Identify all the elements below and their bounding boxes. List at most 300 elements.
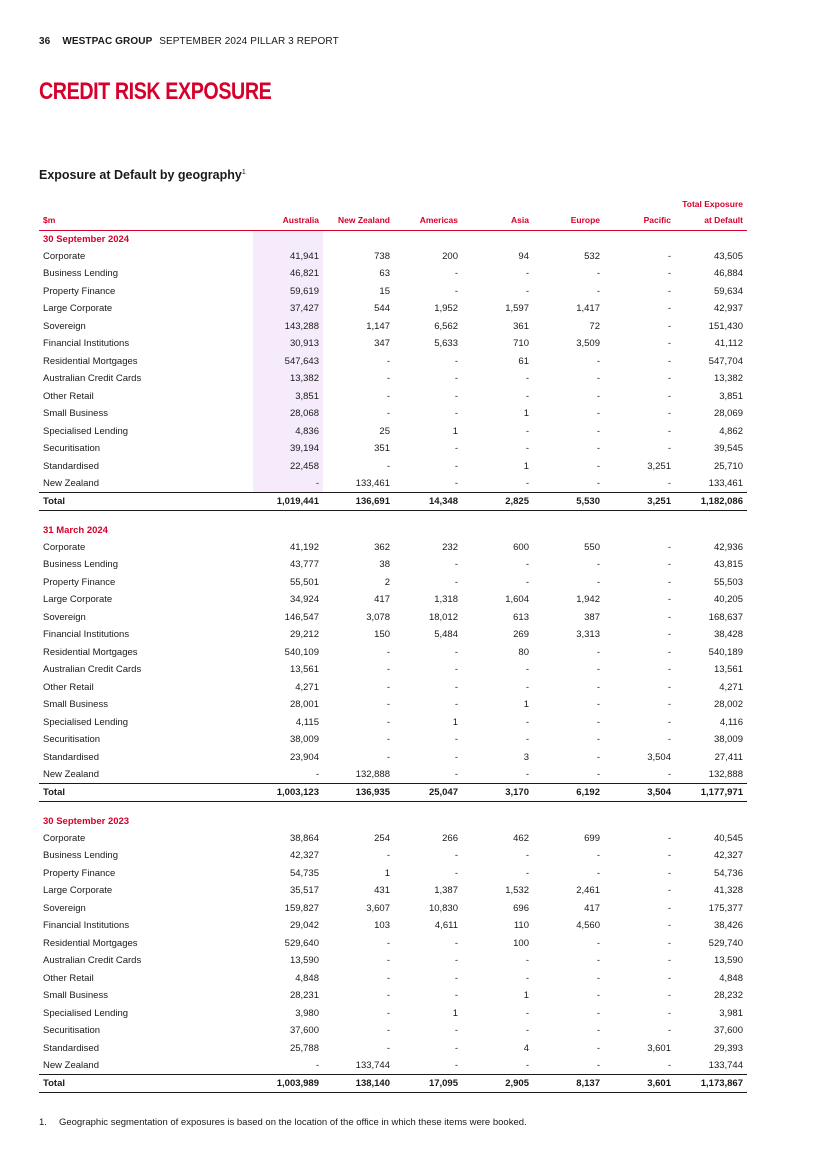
table-cell: - <box>454 373 458 385</box>
total-cell: 8,137 <box>533 1075 604 1093</box>
table-section <box>39 231 747 511</box>
table-cell: - <box>667 250 671 262</box>
table-cell: 13,561 <box>713 664 743 676</box>
total-cell: 25,047 <box>394 784 462 802</box>
table-cell: - <box>596 443 600 455</box>
table-row <box>39 265 747 283</box>
table-cell: 4,611 <box>434 920 458 932</box>
table-row <box>39 318 747 336</box>
table-cell: 431 <box>374 885 390 897</box>
table-cell: - <box>596 937 600 949</box>
table-cell: 417 <box>374 594 390 606</box>
table-row <box>39 1005 747 1023</box>
table-cell: 13,382 <box>713 373 743 385</box>
table-cell: 54,735 <box>289 867 319 879</box>
row-label: Corporate <box>43 541 86 553</box>
table-cell: - <box>525 559 529 571</box>
table-cell: 37,600 <box>289 1025 319 1037</box>
table-cell: 1 <box>523 990 529 1002</box>
table-section <box>39 511 747 802</box>
table-cell: - <box>253 475 323 493</box>
table-cell: - <box>525 268 529 280</box>
table-cell: 3,851 <box>719 390 743 402</box>
table-row <box>39 1040 747 1058</box>
row-label: Small Business <box>43 699 108 711</box>
table-cell: 40,545 <box>713 832 743 844</box>
table-cell: 38,009 <box>289 734 319 746</box>
table-cell: - <box>525 443 529 455</box>
table-cell: - <box>525 576 529 588</box>
table-cell: - <box>454 1060 458 1071</box>
table-cell: 699 <box>584 832 600 844</box>
table-cell: 1,147 <box>366 320 390 332</box>
table-cell: 1 <box>523 460 529 472</box>
table-cell: 28,232 <box>713 990 743 1002</box>
table-cell: - <box>667 443 671 455</box>
table-row <box>39 370 747 388</box>
table-cell: 55,503 <box>713 576 743 588</box>
table-cell: 42,936 <box>713 541 743 553</box>
table-cell: - <box>667 594 671 606</box>
section-heading-row <box>39 813 747 830</box>
table-cell: - <box>667 408 671 420</box>
table-cell: 100 <box>513 937 529 949</box>
table-cell: 547,643 <box>253 353 323 371</box>
table-row <box>39 749 747 767</box>
table-cell: 41,941 <box>253 248 323 266</box>
table-row <box>39 300 747 318</box>
row-label: Securitisation <box>43 443 101 455</box>
total-label: Total <box>39 784 253 802</box>
page-number: 36 <box>39 36 51 47</box>
table-cell: 133,744 <box>708 1060 743 1071</box>
table-cell: - <box>454 478 458 489</box>
table-cell: - <box>596 1025 600 1037</box>
table-cell: - <box>454 285 458 297</box>
table-cell: - <box>667 268 671 280</box>
table-cell: 4,836 <box>253 423 323 441</box>
total-cell: 2,825 <box>462 493 533 511</box>
table-cell: 146,547 <box>284 611 319 623</box>
total-cell: 1,173,867 <box>675 1075 747 1093</box>
table-cell: - <box>596 1007 600 1019</box>
table-cell: - <box>386 751 390 763</box>
table-cell: 43,815 <box>713 559 743 571</box>
table-cell: - <box>386 990 390 1002</box>
row-label: Australian Credit Cards <box>43 664 142 676</box>
table-cell: 4,848 <box>295 972 319 984</box>
table-cell: 1,417 <box>576 303 600 315</box>
row-label: Residential Mortgages <box>43 355 138 367</box>
table-cell: - <box>667 937 671 949</box>
table-cell: 1,318 <box>434 594 458 606</box>
table-cell: - <box>667 559 671 571</box>
table-row <box>39 405 747 423</box>
total-cell: 1,019,441 <box>253 493 323 511</box>
total-label: Total <box>39 1075 253 1093</box>
table-cell: - <box>525 850 529 862</box>
table-cell: - <box>525 955 529 967</box>
table-cell: 3,078 <box>366 611 390 623</box>
page-header <box>39 36 339 47</box>
table-row <box>39 335 747 353</box>
table-cell: 143,288 <box>253 318 323 336</box>
row-label: Sovereign <box>43 320 86 332</box>
table-cell: - <box>596 460 600 472</box>
table-row <box>39 1057 747 1075</box>
table-row <box>39 830 747 848</box>
row-label: Business Lending <box>43 850 118 862</box>
table-cell: - <box>454 937 458 949</box>
table-row <box>39 440 747 458</box>
row-label: Large Corporate <box>43 303 113 315</box>
table-cell: - <box>596 285 600 297</box>
table-row <box>39 591 747 609</box>
table-cell: 232 <box>442 541 458 553</box>
brand-name: WESTPAC GROUP <box>62 36 153 47</box>
table-cell: - <box>596 751 600 763</box>
table-cell: 38,864 <box>289 832 319 844</box>
table-cell: 1,597 <box>505 303 529 315</box>
table-cell: - <box>386 390 390 402</box>
table-cell: 28,069 <box>713 408 743 420</box>
table-cell: - <box>596 390 600 402</box>
table-cell: 540,189 <box>708 646 743 658</box>
total-cell: 5,530 <box>533 493 604 511</box>
row-label: New Zealand <box>43 1060 99 1071</box>
ead-by-geography-table <box>39 198 747 1093</box>
table-cell: 175,377 <box>708 902 743 914</box>
table-cell: - <box>667 885 671 897</box>
table-cell: - <box>386 1007 390 1019</box>
table-cell: - <box>596 681 600 693</box>
table-cell: - <box>386 716 390 728</box>
table-cell: 13,590 <box>289 955 319 967</box>
table-cell: - <box>667 576 671 588</box>
total-row <box>39 1075 747 1093</box>
table-cell: 10,830 <box>428 902 458 914</box>
table-cell: - <box>454 408 458 420</box>
col-header-asia: Asia <box>462 214 533 231</box>
table-cell: - <box>454 1042 458 1054</box>
table-cell: 361 <box>513 320 529 332</box>
table-cell: - <box>667 902 671 914</box>
table-cell: 28,231 <box>289 990 319 1002</box>
table-cell: - <box>596 1042 600 1054</box>
table-cell: - <box>596 478 600 489</box>
table-cell: - <box>667 850 671 862</box>
table-cell: 25 <box>379 425 390 437</box>
table-row <box>39 609 747 627</box>
table-cell: - <box>667 285 671 297</box>
table-cell: 168,637 <box>708 611 743 623</box>
table-cell: - <box>596 1060 600 1071</box>
total-cell: 17,095 <box>394 1075 462 1093</box>
report-name: SEPTEMBER 2024 PILLAR 3 REPORT <box>159 36 339 47</box>
table-cell: - <box>386 699 390 711</box>
table-cell: - <box>667 425 671 437</box>
table-row <box>39 952 747 970</box>
table-row <box>39 847 747 865</box>
table-cell: - <box>596 646 600 658</box>
table-cell: - <box>596 850 600 862</box>
table-cell: 351 <box>374 443 390 455</box>
section-heading: 31 March 2024 <box>43 524 108 536</box>
table-cell: 28,002 <box>713 699 743 711</box>
table-cell: - <box>386 664 390 676</box>
table-cell: 133,744 <box>355 1060 390 1071</box>
table-cell: 46,821 <box>253 265 323 283</box>
table-cell: 37,600 <box>713 1025 743 1037</box>
section-heading-row <box>39 231 747 248</box>
table-row <box>39 900 747 918</box>
table-cell: 41,328 <box>713 885 743 897</box>
table-cell: - <box>667 832 671 844</box>
table-cell: - <box>596 408 600 420</box>
table-cell: 132,888 <box>355 769 390 780</box>
table-cell: - <box>454 443 458 455</box>
table-cell: 37,427 <box>253 300 323 318</box>
table-row <box>39 987 747 1005</box>
table-cell: - <box>386 1025 390 1037</box>
table-cell: 4 <box>523 1042 529 1054</box>
table-cell: - <box>667 664 671 676</box>
table-cell: - <box>315 769 319 780</box>
table-cell: - <box>454 769 458 780</box>
table-cell: - <box>667 699 671 711</box>
table-cell: - <box>596 355 600 367</box>
table-cell: - <box>667 681 671 693</box>
row-label: Residential Mortgages <box>43 646 138 658</box>
table-cell: 27,411 <box>714 751 743 763</box>
table-cell: - <box>525 664 529 676</box>
row-label: Other Retail <box>43 972 94 984</box>
table-cell: 38,426 <box>713 920 743 932</box>
table-cell: 529,640 <box>284 937 319 949</box>
table-cell: 3,313 <box>576 629 600 641</box>
table-row <box>39 1022 747 1040</box>
table-row <box>39 970 747 988</box>
col-header-total-line1: Total Exposure <box>682 199 743 209</box>
table-cell: 1 <box>523 699 529 711</box>
table-cell: - <box>454 867 458 879</box>
table-cell: - <box>596 955 600 967</box>
table-cell: 4,560 <box>576 920 600 932</box>
table-cell: - <box>454 646 458 658</box>
table-cell: 1 <box>452 425 458 437</box>
table-cell: - <box>667 920 671 932</box>
table-cell: 3,509 <box>576 338 600 350</box>
table-cell: - <box>525 1007 529 1019</box>
table-cell: 110 <box>513 920 529 932</box>
row-label: Financial Institutions <box>43 338 130 350</box>
table-cell: 55,501 <box>289 576 319 588</box>
table-cell: - <box>525 734 529 746</box>
table-cell: - <box>454 460 458 472</box>
table-cell: 1 <box>523 408 529 420</box>
table-cell: 738 <box>374 250 390 262</box>
table-cell: - <box>667 769 671 780</box>
table-cell: - <box>525 716 529 728</box>
row-label: Standardised <box>43 751 99 763</box>
table-cell: 80 <box>518 646 529 658</box>
col-header-total-line2: at Default <box>675 214 747 231</box>
table-cell: - <box>525 972 529 984</box>
table-cell: 132,888 <box>708 769 743 780</box>
row-label: Business Lending <box>43 559 118 571</box>
table-cell: 532 <box>584 250 600 262</box>
table-cell: 1 <box>384 867 390 879</box>
section-heading: 30 September 2023 <box>43 815 130 827</box>
table-cell: - <box>386 460 390 472</box>
table-row <box>39 539 747 557</box>
row-label: Specialised Lending <box>43 716 129 728</box>
table-cell: - <box>667 629 671 641</box>
table-cell: - <box>667 611 671 623</box>
table-row <box>39 661 747 679</box>
table-cell: 1,604 <box>505 594 529 606</box>
table-cell: - <box>525 478 529 489</box>
table-cell: - <box>596 559 600 571</box>
total-cell: 2,905 <box>462 1075 533 1093</box>
table-cell: - <box>667 955 671 967</box>
row-label: Specialised Lending <box>43 425 129 437</box>
table-cell: 28,001 <box>289 699 319 711</box>
table-cell: - <box>315 1060 319 1071</box>
table-cell: 38,009 <box>713 734 743 746</box>
table-cell: - <box>667 541 671 553</box>
table-cell: 25,788 <box>289 1042 319 1054</box>
table-cell: 34,924 <box>289 594 319 606</box>
table-cell: 41,112 <box>714 338 743 350</box>
table-cell: 42,937 <box>713 303 743 315</box>
row-label: New Zealand <box>43 478 99 489</box>
total-cell: 138,140 <box>323 1075 394 1093</box>
table-cell: - <box>454 559 458 571</box>
table-cell: - <box>386 734 390 746</box>
col-header-pacific: Pacific <box>604 214 675 231</box>
table-cell: - <box>667 734 671 746</box>
table-cell: 30,913 <box>253 335 323 353</box>
total-cell: 1,003,123 <box>253 784 323 802</box>
table-cell: - <box>596 972 600 984</box>
total-cell: 1,177,971 <box>675 784 747 802</box>
row-label: Small Business <box>43 408 108 420</box>
table-cell: 462 <box>513 832 529 844</box>
table-cell: 39,545 <box>713 443 743 455</box>
col-header-europe: Europe <box>533 214 604 231</box>
table-cell: - <box>525 425 529 437</box>
table-cell: 151,430 <box>708 320 743 332</box>
table-cell: 613 <box>513 611 529 623</box>
table-row <box>39 865 747 883</box>
table-cell: 387 <box>584 611 600 623</box>
table-cell: - <box>454 990 458 1002</box>
total-row <box>39 784 747 802</box>
table-cell: - <box>386 646 390 658</box>
table-cell: 59,619 <box>253 283 323 301</box>
table-row <box>39 248 747 266</box>
table-cell: 2,461 <box>576 885 600 897</box>
table-cell: - <box>454 699 458 711</box>
table-cell: - <box>667 390 671 402</box>
table-cell: - <box>596 734 600 746</box>
table-cell: - <box>667 355 671 367</box>
table-cell: 550 <box>584 541 600 553</box>
table-cell: 38 <box>379 559 390 571</box>
table-cell: 540,109 <box>284 646 319 658</box>
row-label: Specialised Lending <box>43 1007 129 1019</box>
total-cell: 136,935 <box>323 784 394 802</box>
table-cell: 40,205 <box>713 594 743 606</box>
table-cell: - <box>525 390 529 402</box>
table-cell: 94 <box>518 250 529 262</box>
table-cell: - <box>525 867 529 879</box>
table-cell: - <box>596 867 600 879</box>
table-cell: - <box>454 681 458 693</box>
table-cell: - <box>667 972 671 984</box>
table-cell: 28,068 <box>253 405 323 423</box>
table-cell: 29,042 <box>289 920 319 932</box>
table-cell: - <box>596 576 600 588</box>
row-label: Property Finance <box>43 867 116 879</box>
table-row <box>39 679 747 697</box>
total-cell: 136,691 <box>323 493 394 511</box>
table-cell: - <box>454 955 458 967</box>
row-label: Other Retail <box>43 390 94 402</box>
table-cell: 1 <box>452 716 458 728</box>
table-cell: - <box>667 646 671 658</box>
table-cell: 13,561 <box>289 664 319 676</box>
table-cell: 529,740 <box>708 937 743 949</box>
table-cell: - <box>386 355 390 367</box>
row-label: Property Finance <box>43 576 116 588</box>
table-cell: 25,710 <box>713 460 743 472</box>
table-cell: 3,251 <box>647 460 671 472</box>
table-cell: 347 <box>374 338 390 350</box>
table-cell: 54,736 <box>713 867 743 879</box>
table-cell: - <box>525 681 529 693</box>
section-heading: 30 September 2024 <box>43 233 130 245</box>
table-row <box>39 556 747 574</box>
row-label: Australian Credit Cards <box>43 955 142 967</box>
table-cell: 39,194 <box>253 440 323 458</box>
row-label: Sovereign <box>43 902 86 914</box>
table-row <box>39 353 747 371</box>
row-label: Small Business <box>43 990 108 1002</box>
total-cell: 6,192 <box>533 784 604 802</box>
table-cell: 417 <box>584 902 600 914</box>
table-cell: - <box>596 425 600 437</box>
table-cell: - <box>596 769 600 780</box>
row-label: Corporate <box>43 832 86 844</box>
table-row <box>39 917 747 935</box>
table-row <box>39 644 747 662</box>
table-cell: - <box>454 751 458 763</box>
table-cell: - <box>525 373 529 385</box>
table-cell: 4,115 <box>295 716 319 728</box>
ead-table-container <box>39 198 747 1093</box>
table-cell: - <box>525 285 529 297</box>
table-cell: 547,704 <box>708 355 743 367</box>
table-cell: 43,505 <box>713 250 743 262</box>
table-row <box>39 935 747 953</box>
table-cell: 13,382 <box>253 370 323 388</box>
table-cell: - <box>596 699 600 711</box>
total-cell: 14,348 <box>394 493 462 511</box>
table-row <box>39 882 747 900</box>
col-header-australia: Australia <box>253 214 323 231</box>
